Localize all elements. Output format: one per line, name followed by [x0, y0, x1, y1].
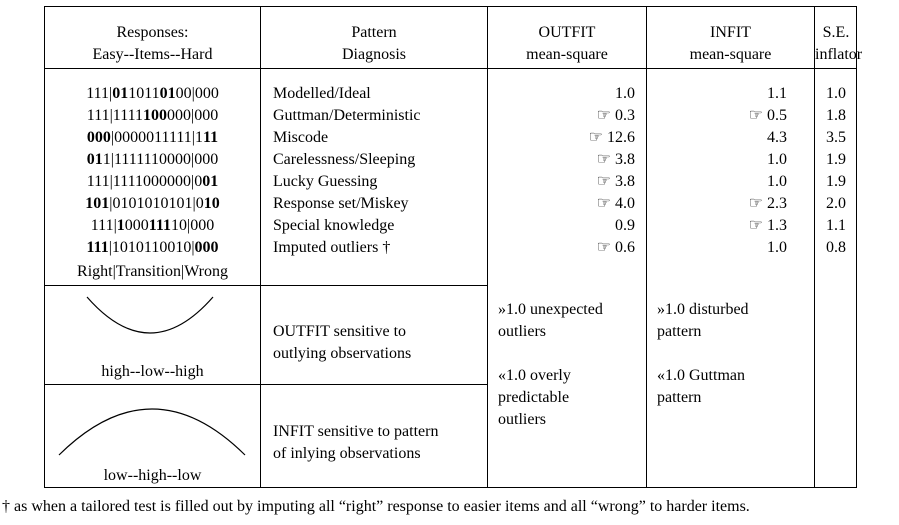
response-string [45, 127, 260, 149]
header-responses-line1: Responses: [116, 24, 189, 41]
header-pattern-line2: Diagnosis [342, 46, 406, 63]
row-divider-1 [45, 285, 487, 286]
se-values [815, 83, 857, 259]
response-segment: 1 [167, 85, 176, 102]
infit-value: 4.3 [767, 129, 787, 146]
response-segment: 0 [136, 85, 145, 102]
response-segment: 1 [128, 85, 137, 102]
response-segment: 1 [116, 217, 125, 234]
se-value: 1.0 [826, 85, 846, 102]
response-segment: 01 [86, 151, 103, 168]
outfit-value: 1.0 [615, 85, 635, 102]
se-value: 3.5 [826, 129, 846, 146]
outfit-value: ☞ 0.3 [596, 107, 635, 124]
header-infit [647, 22, 814, 66]
infit-note-low-line2: pattern [657, 389, 702, 406]
u-curve-icon [85, 293, 215, 343]
header-pattern [261, 22, 487, 66]
response-segment: 111|1111 [86, 107, 144, 124]
response-segment: 111 [148, 217, 172, 234]
outfit-value: ☞ 3.8 [596, 151, 635, 168]
response-string [45, 149, 260, 171]
diagnosis-item: Imputed outliers † [273, 239, 391, 256]
curve2-label: low--high--low [103, 467, 202, 484]
response-footer: Right|Transition|Wrong [77, 263, 228, 280]
response-segment: 111| [86, 85, 113, 102]
diagnosis-item: Modelled/Ideal [273, 85, 371, 102]
response-segment: 10|000 [171, 217, 215, 234]
response-segment: 000|000 [167, 107, 219, 124]
header-responses-line2: Easy--Items--Hard [92, 46, 213, 63]
diagnosis-item: Response set/Miskey [273, 195, 409, 212]
response-string [45, 171, 260, 193]
response-string [45, 83, 260, 105]
outfit-sensitivity [273, 321, 487, 365]
se-value: 1.9 [826, 151, 846, 168]
se-value: 1.1 [826, 217, 846, 234]
infit-value: 1.0 [767, 239, 787, 256]
outfit-note-high-line2: outliers [498, 323, 546, 340]
col-divider-1 [260, 7, 261, 487]
header-divider [45, 68, 857, 69]
fit-table [44, 6, 863, 488]
outfit-values [488, 83, 635, 259]
outfit-value: ☞ 12.6 [588, 129, 635, 146]
se-value: 1.9 [826, 173, 846, 190]
header-se-line1: S.E. [822, 24, 850, 41]
response-segment: 11 [202, 129, 219, 146]
outfit-note-low [498, 365, 646, 431]
diagnosis-item: Carelessness/Sleeping [273, 151, 416, 168]
response-segment: 000 [124, 217, 149, 234]
infit-value: ☞ 1.3 [748, 217, 787, 234]
infit-note-high [657, 299, 814, 343]
infit-note-low [657, 365, 814, 409]
infit-values [647, 83, 787, 259]
diagnosis-item: Miscode [273, 129, 329, 146]
response-segment: 0 [112, 85, 121, 102]
outfit-note-low-line2: predictable [498, 389, 570, 406]
infit-note-high-line1: »1.0 disturbed [657, 301, 749, 318]
response-segment: 1|1111110000|000 [102, 151, 219, 168]
infit-sensitivity [273, 421, 487, 465]
diagnosis-list [273, 83, 487, 259]
outfit-value: ☞ 4.0 [596, 195, 635, 212]
se-value: 2.0 [826, 195, 846, 212]
diagnosis-item: Guttman/Deterministic [273, 107, 421, 124]
infit-value: 1.0 [767, 151, 787, 168]
arch-curve-icon [57, 389, 247, 459]
response-segment: 0 [159, 85, 168, 102]
outfit-note-low-line3: outliers [498, 411, 546, 428]
infit-sensitivity-line1: INFIT sensitive to pattern [273, 423, 439, 440]
response-segment: 111 [86, 239, 109, 256]
response-segment: 111| [90, 217, 117, 234]
header-pattern-line1: Pattern [351, 24, 397, 41]
header-responses [45, 22, 260, 66]
response-strings [45, 83, 260, 259]
response-segment: 000 [86, 129, 111, 146]
outfit-sensitivity-line2: outlying observations [273, 345, 412, 362]
response-segment: 10 [203, 195, 220, 212]
header-se [815, 22, 863, 66]
header-infit-line2: mean-square [689, 46, 772, 63]
infit-value: 1.1 [767, 85, 787, 102]
infit-sensitivity-line2: of inlying observations [273, 445, 421, 462]
infit-value: ☞ 0.5 [748, 107, 787, 124]
curve1-label: high--low--high [101, 363, 204, 380]
response-segment: |0000011111|1 [110, 129, 203, 146]
response-segment: 01 [202, 173, 219, 190]
response-segment: 000 [194, 239, 219, 256]
diagnosis-item: Special knowledge [273, 217, 395, 234]
header-outfit-line1: OUTFIT [538, 24, 596, 41]
response-segment: 1 [120, 85, 129, 102]
response-string [45, 193, 260, 215]
diagnosis-item: Lucky Guessing [273, 173, 378, 190]
infit-note-low-line1: «1.0 Guttman [657, 367, 745, 384]
infit-value: ☞ 2.3 [748, 195, 787, 212]
se-value: 0.8 [826, 239, 846, 256]
response-string [45, 105, 260, 127]
outfit-sensitivity-line1: OUTFIT sensitive to [273, 323, 407, 340]
header-outfit [488, 22, 646, 66]
response-string [45, 215, 260, 237]
outfit-note-low-line1: «1.0 overly [498, 367, 571, 384]
response-segment: 1 [151, 85, 160, 102]
response-segment: 101 [85, 195, 110, 212]
response-segment: |0101010101|0 [109, 195, 204, 212]
response-segment: 00|000 [175, 85, 219, 102]
se-value: 1.8 [826, 107, 846, 124]
header-outfit-line2: mean-square [526, 46, 608, 63]
response-segment: |1010110010| [108, 239, 195, 256]
outfit-value: ☞ 3.8 [596, 173, 635, 190]
response-segment: 1 [144, 85, 152, 102]
infit-value: 1.0 [767, 173, 787, 190]
row-divider-2 [45, 384, 487, 385]
infit-note-high-line2: pattern [657, 323, 702, 340]
outfit-note-high-line1: »1.0 unexpected [498, 301, 603, 318]
outfit-value: 0.9 [615, 217, 635, 234]
footnote: † as when a tailored test is filled out by imputing all “right” response to easier items and all “wrong” to harder items. [2, 498, 750, 515]
response-segment: 111|1111000000|0 [86, 173, 203, 190]
outfit-note-high [498, 299, 646, 343]
header-se-line2: inflator [815, 46, 863, 63]
response-segment: 100 [143, 107, 168, 124]
outfit-value: ☞ 0.6 [596, 239, 635, 256]
header-infit-line1: INFIT [710, 24, 751, 41]
response-string [45, 237, 260, 259]
